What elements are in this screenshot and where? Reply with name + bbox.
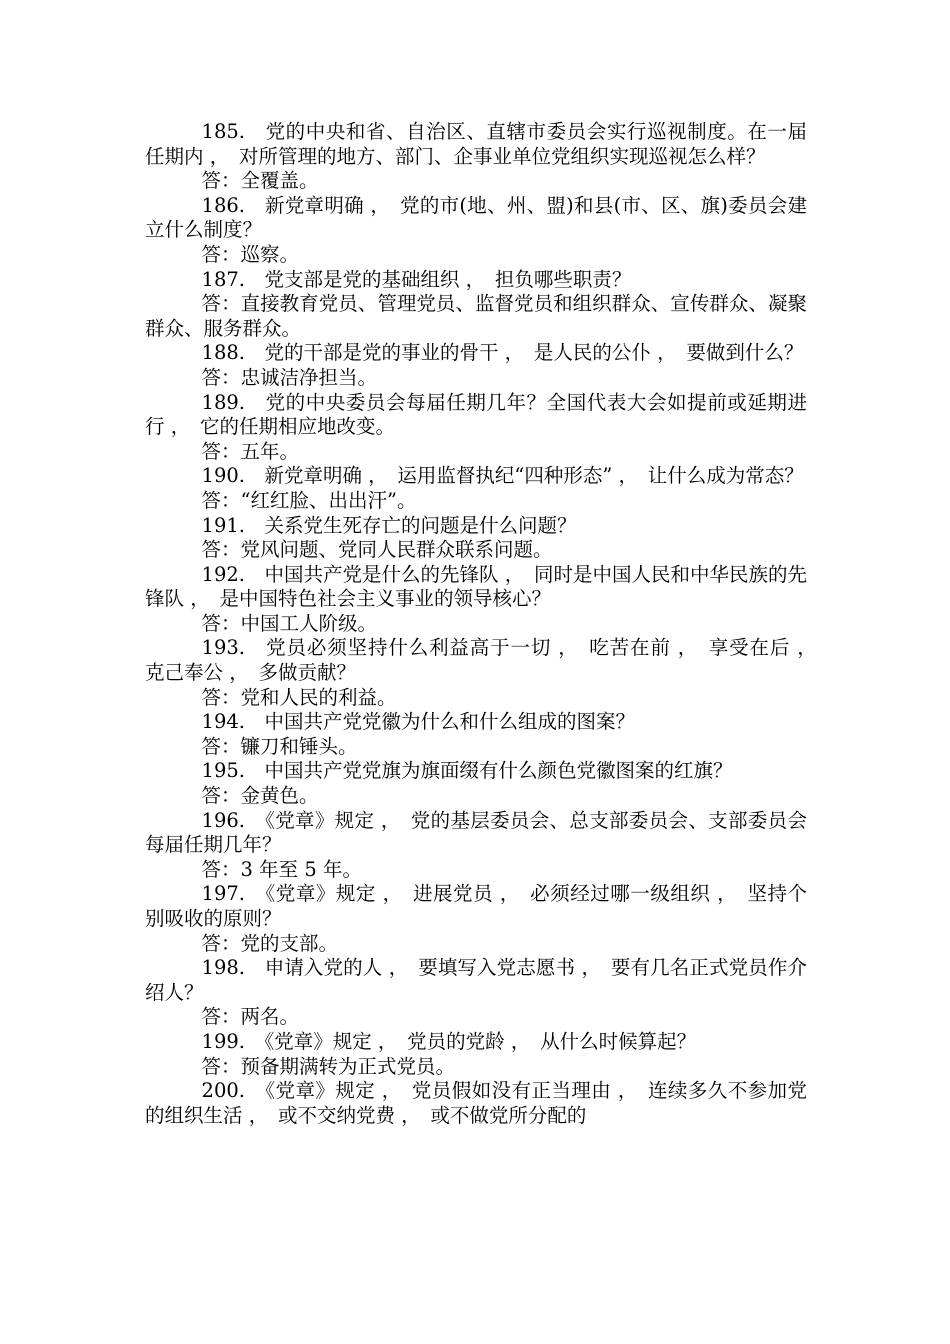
answer-paragraph: 答：3 年至 5 年。 bbox=[201, 857, 362, 881]
question-paragraph: 200. 《党章》规定 ， 党员假如没有正当理由 ， 连续多久不参加党的组织生活 ， 或不交纳党费 ， 或不做党所分配的 bbox=[145, 1079, 807, 1127]
question-paragraph: 194. 中国共产党党徽为什么和什么组成的图案？ bbox=[201, 710, 635, 734]
answer-paragraph: 答：党风问题、党同人民群众联系问题。 bbox=[201, 538, 553, 562]
answer-paragraph: 答：中国工人阶级。 bbox=[201, 611, 378, 635]
question-paragraph: 186. 新党章明确 ， 党的市(地、州、盟)和县(市、区、旗)委员会建立什么制度？ bbox=[145, 193, 807, 242]
answer-paragraph: 答：直接教育党员、管理党员、监督党员和组织群众、宣传群众、凝聚群众、服务群众。 bbox=[145, 292, 807, 340]
document-page bbox=[145, 120, 827, 1128]
question-paragraph: 191. 关系党生死存亡的问题是什么问题？ bbox=[201, 513, 577, 537]
answer-paragraph: 答：全覆盖。 bbox=[201, 169, 319, 193]
question-paragraph: 187. 党支部是党的基础组织 ， 担负哪些职责？ bbox=[201, 267, 632, 291]
question-paragraph: 198. 申请入党的人 ， 要填写入党志愿书 ， 要有几名正式党员作介绍人？ bbox=[145, 956, 807, 1004]
question-paragraph: 199. 《党章》规定 ， 党员的党龄 ， 从什么时候算起？ bbox=[201, 1029, 697, 1053]
answer-paragraph: 答：金黄色。 bbox=[201, 784, 319, 808]
answer-paragraph: 答：预备期满转为正式党员。 bbox=[201, 1054, 456, 1078]
answer-paragraph: 答：五年。 bbox=[201, 439, 300, 463]
answer-paragraph: 答：党和人民的利益。 bbox=[201, 685, 397, 709]
question-paragraph: 196. 《党章》规定 ， 党的基层委员会、总支部委员会、支部委员会每届任期几年？ bbox=[145, 808, 807, 857]
answer-paragraph: 答：镰刀和锤头。 bbox=[201, 734, 358, 758]
answer-paragraph: 答：“红红脸、出出汗”。 bbox=[201, 488, 417, 512]
question-paragraph: 185. 党的中央和省、自治区、直辖市委员会实行巡视制度。在一届任期内 ， 对所管理的地方、部门、企事业单位党组织实现巡视怎么样？ bbox=[145, 120, 807, 168]
question-paragraph: 197. 《党章》规定 ， 进展党员 ， 必须经过哪一级组织 ， 坚持个别吸收的原则？ bbox=[145, 882, 807, 930]
answer-paragraph: 答：两名。 bbox=[201, 1005, 300, 1029]
answer-paragraph: 答：党的支部。 bbox=[201, 931, 339, 955]
question-paragraph: 193. 党员必须坚持什么利益高于一切 ， 吃苦在前 ， 享受在后 ， 克己奉公 ， 多做贡献？ bbox=[145, 636, 827, 685]
question-paragraph: 190. 新党章明确 ， 运用监督执纪“四种形态” ， 让什么成为常态？ bbox=[201, 464, 804, 488]
answer-paragraph: 答：忠诚洁净担当。 bbox=[201, 365, 378, 389]
question-paragraph: 189. 党的中央委员会每届任期几年？全国代表大会如提前或延期进行 ， 它的任期相应地改变。 bbox=[145, 390, 807, 439]
question-paragraph: 192. 中国共产党是什么的先锋队 ， 同时是中国人民和中华民族的先锋队 ， 是中国特色社会主义事业的领导核心？ bbox=[145, 562, 807, 611]
question-paragraph: 195. 中国共产党党旗为旗面缀有什么颜色党徽图案的红旗？ bbox=[201, 759, 733, 783]
answer-paragraph: 答：巡察。 bbox=[201, 242, 300, 266]
question-paragraph: 188. 党的干部是党的事业的骨干 ， 是人民的公仆 ， 要做到什么？ bbox=[201, 341, 804, 365]
